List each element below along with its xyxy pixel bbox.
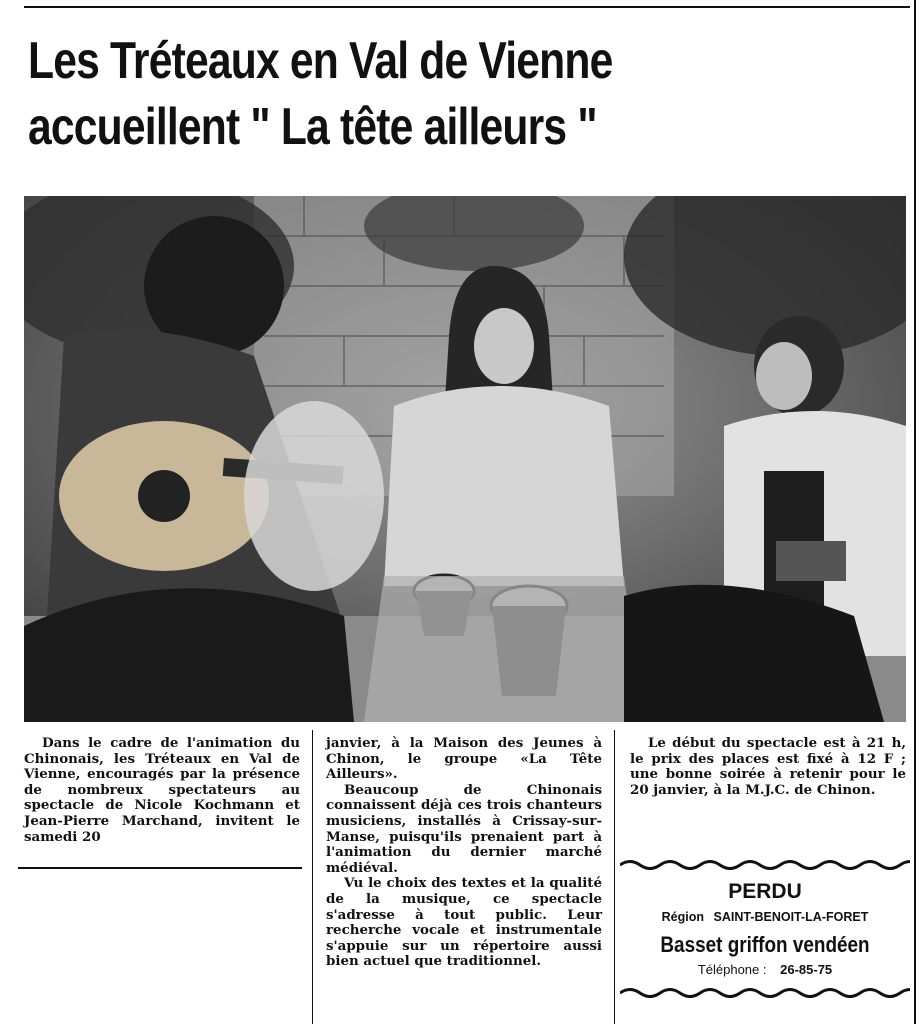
ad-region-value: SAINT-BENOIT-LA-FORET [713, 910, 869, 924]
wavy-border-bottom-icon [620, 986, 910, 1000]
musicians-photo [24, 196, 906, 722]
column-1-underline [18, 867, 302, 869]
article-column-3 [630, 736, 906, 798]
ad-region-label: Région [661, 910, 704, 924]
paragraph: Dans le cadre de l'animation du Chinonais, les Tréteaux en Val de Vienne, encouragés par la présence de nombreux spectateurs au spectacle de Nicole Kochmann et Jean-Pierre Marchand, invitent le samedi 20 [24, 735, 300, 845]
column-2-left-rule [312, 730, 313, 1024]
column-2-right-rule [614, 730, 615, 1024]
paragraph: janvier, à la Maison des Jeunes à Chinon, le groupe «La Tête Ailleurs». [326, 735, 602, 783]
article-column-2 [326, 736, 602, 970]
wavy-border-top-icon [620, 858, 910, 872]
ad-region [620, 910, 910, 924]
paragraph: Vu le choix des textes et la qualité de la musique, ce spectacle s'adresse à tout public. Leur recherche vocale et instrumentale s'appuie sur un répertoire aussi bien actuel que traditionnel. [326, 875, 602, 970]
musicians-photo-icon [24, 196, 906, 722]
article-column-1 [24, 736, 300, 845]
headline-line-2: accueillent " La tête ailleurs " [28, 98, 597, 156]
paragraph: Beaucoup de Chinonais connaissent déjà ces trois chanteurs musiciens, installés à Crissay-sur-Manse, puisqu'ils prenaient part à l'animation du dernier marché médiéval. [326, 781, 602, 876]
ad-phone [620, 962, 910, 977]
headline [28, 28, 750, 160]
ad-breed: Basset griffon vendéen [660, 932, 870, 957]
headline-line-1: Les Tréteaux en Val de Vienne [28, 32, 613, 90]
lost-dog-ad [620, 858, 910, 1000]
paragraph: Le début du spectacle est à 21 h, le prix des places est fixé à 12 F ; une bonne soirée à retenir pour le 20 janvier, à la M.J.C. de Chinon. [630, 735, 906, 798]
right-edge-rule [914, 0, 916, 1024]
ad-phone-label: Téléphone : [697, 962, 767, 977]
top-rule [24, 6, 910, 8]
ad-title: PERDU [728, 880, 802, 903]
ad-phone-number: 26-85-75 [780, 962, 833, 977]
